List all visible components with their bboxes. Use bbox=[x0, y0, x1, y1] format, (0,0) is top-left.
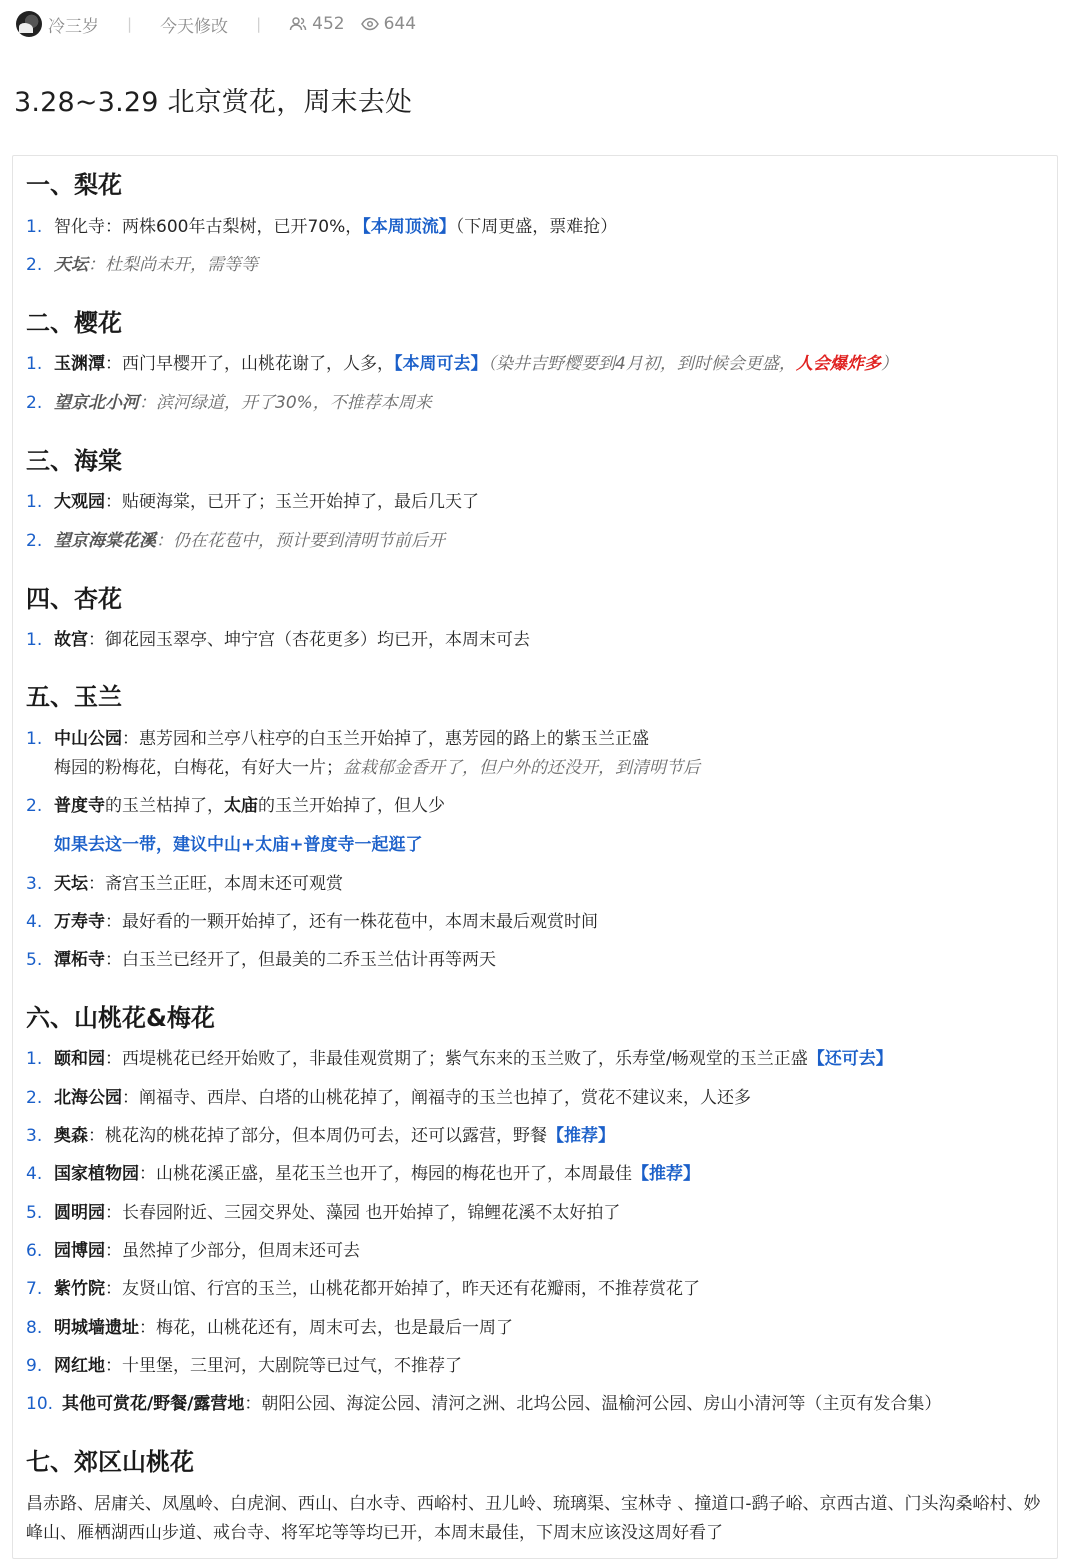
place-name: 万寿寺 bbox=[54, 912, 105, 932]
item-note: ） bbox=[880, 354, 898, 374]
item-number: 1. bbox=[26, 492, 43, 512]
list-item bbox=[26, 1124, 615, 1148]
list-item bbox=[26, 872, 343, 896]
list-item bbox=[26, 215, 617, 239]
item-text: ：阐福寺、西岸、白塔的山桃花掉了，阐福寺的玉兰也掉了，赏花不建议来，人还多 bbox=[122, 1088, 751, 1108]
item-number: 2. bbox=[26, 531, 43, 551]
item-number: 6. bbox=[26, 1241, 43, 1261]
list-item bbox=[26, 1201, 620, 1225]
place-name: 奥森 bbox=[54, 1126, 88, 1146]
list-item bbox=[26, 1354, 462, 1378]
place-name: 望京北小河 bbox=[54, 393, 139, 413]
list-item bbox=[26, 391, 432, 415]
item-number: 1. bbox=[26, 1049, 43, 1069]
item-note: （染井吉野樱要到4月初，到时候会更盛， bbox=[487, 354, 796, 374]
place-name: 望京海棠花溪 bbox=[54, 531, 156, 551]
item-number: 1. bbox=[26, 729, 43, 749]
tag-badge: 【还可去】 bbox=[807, 1049, 893, 1069]
warning-text: 人会爆炸多 bbox=[795, 354, 881, 374]
list-item bbox=[26, 1086, 751, 1110]
place-name: 天坛 bbox=[54, 874, 88, 894]
section-heading bbox=[24, 444, 124, 478]
list-item bbox=[26, 910, 598, 934]
item-text: ：朝阳公园、海淀公园、清河之洲、北坞公园、温榆河公园、房山小清河等（主页有发合集） bbox=[244, 1394, 942, 1414]
list-item bbox=[26, 1047, 893, 1071]
item-text: （下周更盛，票难抢） bbox=[455, 217, 618, 237]
item-text: ：虽然掉了少部分，但周末还可去 bbox=[105, 1241, 360, 1261]
avatar[interactable] bbox=[16, 11, 42, 37]
item-text: ：御花园玉翠亭、坤宁宫（杏花更多）均已开，本周末可去 bbox=[88, 630, 530, 650]
item-note: 盆栽郁金香开了，但户外的还没开，到清明节后 bbox=[343, 758, 700, 778]
list-item bbox=[26, 1316, 513, 1340]
item-number: 8. bbox=[26, 1318, 43, 1338]
item-text: ：两株600年古梨树，已开70%， bbox=[105, 217, 363, 237]
users-icon bbox=[289, 16, 307, 32]
heading-text: 一、梨花 bbox=[26, 171, 122, 199]
section-heading bbox=[24, 680, 124, 714]
item-text: 的玉兰开始掉了，但人少 bbox=[258, 796, 445, 816]
tag-badge: 【推荐】 bbox=[547, 1126, 615, 1146]
item-text: ：白玉兰已经开了，但最美的二乔玉兰估计再等两天 bbox=[105, 950, 496, 970]
section-heading bbox=[24, 306, 124, 340]
item-text: 梅园的粉梅花，白梅花，有好大一片； bbox=[54, 758, 343, 778]
place-name: 明城墙遗址 bbox=[54, 1318, 139, 1338]
heading-text: 七、郊区山桃花 bbox=[26, 1448, 194, 1476]
section-heading bbox=[24, 1001, 217, 1035]
place-name: 园博园 bbox=[54, 1241, 105, 1261]
tag-badge: 【本周可去】 bbox=[394, 354, 488, 374]
list-item bbox=[26, 1239, 360, 1263]
followers-count: 452 bbox=[312, 14, 345, 34]
place-name: 圆明园 bbox=[54, 1203, 105, 1223]
meta-bar bbox=[16, 10, 432, 38]
eye-icon bbox=[361, 17, 379, 31]
item-number: 2. bbox=[26, 796, 43, 816]
item-number: 2. bbox=[26, 393, 43, 413]
item-number: 2. bbox=[26, 255, 43, 275]
item-number: 5. bbox=[26, 950, 43, 970]
list-item bbox=[26, 1162, 700, 1186]
item-text: ：山桃花溪正盛，星花玉兰也开了，梅园的梅花也开了，本周最佳 bbox=[139, 1164, 632, 1184]
place-name: 天坛 bbox=[54, 255, 88, 275]
list-item bbox=[26, 628, 530, 652]
place-name: 故宫 bbox=[54, 630, 88, 650]
heading-text: 二、樱花 bbox=[26, 309, 122, 337]
item-text: ：斋宫玉兰正旺，本周末还可观赏 bbox=[88, 874, 343, 894]
page-title: 3.28~3.29 北京赏花，周末去处 bbox=[14, 87, 413, 118]
item-number: 3. bbox=[26, 1126, 43, 1146]
place-name: 紫竹院 bbox=[54, 1279, 105, 1299]
section-heading bbox=[24, 1445, 196, 1479]
views-stat bbox=[361, 14, 416, 34]
section-heading bbox=[24, 168, 124, 202]
item-number: 9. bbox=[26, 1356, 43, 1376]
item-text: ：仍在花苞中，预计要到清明节前后开 bbox=[156, 531, 445, 551]
place-name: 颐和园 bbox=[54, 1049, 105, 1069]
list-item bbox=[26, 490, 479, 514]
place-name: 太庙 bbox=[224, 796, 258, 816]
place-name: 北海公园 bbox=[54, 1088, 122, 1108]
content-card bbox=[12, 155, 1058, 1559]
item-text: ：惠芳园和兰亭八柱亭的白玉兰开始掉了，惠芳园的路上的紫玉兰正盛 bbox=[122, 729, 649, 749]
tag-badge: 【推荐】 bbox=[632, 1164, 700, 1184]
followers-stat bbox=[289, 14, 344, 34]
item-text: ：最好看的一颗开始掉了，还有一株花苞中，本周末最后观赏时间 bbox=[105, 912, 598, 932]
item-text: ：友贤山馆、行宫的玉兰，山桃花都开始掉了，昨天还有花瓣雨，不推荐赏花了 bbox=[105, 1279, 700, 1299]
place-name: 其他可赏花/野餐/露营地 bbox=[62, 1394, 245, 1414]
item-number: 2. bbox=[26, 1088, 43, 1108]
item-text: ：滨河绿道，开了30%，不推荐本周来 bbox=[139, 393, 432, 413]
modified-label: 今天修改 bbox=[160, 16, 229, 37]
list-item bbox=[26, 727, 649, 751]
item-number: 4. bbox=[26, 1164, 43, 1184]
list-item bbox=[26, 352, 898, 376]
place-name: 网红地 bbox=[54, 1356, 105, 1376]
item-number: 4. bbox=[26, 912, 43, 932]
item-text: ：杜梨尚未开，需等等 bbox=[88, 255, 258, 275]
place-name: 国家植物园 bbox=[54, 1164, 139, 1184]
item-text: ：西门早樱开了，山桃花谢了，人多， bbox=[105, 354, 394, 374]
tag-badge: 【本周顶流】 bbox=[362, 217, 456, 237]
tip-text bbox=[26, 833, 423, 857]
place-name: 潭柘寺 bbox=[54, 950, 105, 970]
section-heading bbox=[24, 582, 124, 616]
list-item bbox=[26, 253, 258, 277]
heading-text: 三、海棠 bbox=[26, 447, 122, 475]
item-text: ：贴硬海棠，已开了；玉兰开始掉了，最后几天了 bbox=[105, 492, 479, 512]
item-text: ：长春园附近、三园交界处、藻园 也开始掉了，锦鲤花溪不太好拍了 bbox=[105, 1203, 621, 1223]
list-item bbox=[26, 948, 496, 972]
place-name: 智化寺 bbox=[54, 217, 105, 237]
item-number: 3. bbox=[26, 874, 43, 894]
heading-text: 六、山桃花&梅花 bbox=[26, 1004, 215, 1032]
paragraph: 昌赤路、居庸关、凤凰岭、白虎涧、西山、白水寺、西峪村、丑儿岭、琉璃渠、宝林寺 、撞道口-鹞子峪、京西古道、门头沟桑峪村、妙峰山、雁栖湖西山步道、戒台寺、将军坨等等均已开，本周末最佳，下周末应该没这周好看了 bbox=[26, 1494, 1041, 1543]
item-text: ：桃花沟的桃花掉了部分，但本周仍可去，还可以露营，野餐 bbox=[88, 1126, 547, 1146]
item-number: 1. bbox=[26, 217, 43, 237]
item-text: ：梅花，山桃花还有，周末可去，也是最后一周了 bbox=[139, 1318, 513, 1338]
item-number: 7. bbox=[26, 1279, 43, 1299]
item-number: 10. bbox=[26, 1394, 54, 1414]
place-name: 普度寺 bbox=[54, 796, 105, 816]
place-name: 大观园 bbox=[54, 492, 105, 512]
list-item bbox=[26, 794, 445, 818]
item-text: ：西堤桃花已经开始败了，非最佳观赏期了；紫气东来的玉兰败了，乐寿堂/畅观堂的玉兰正盛 bbox=[105, 1049, 808, 1069]
list-item bbox=[26, 1277, 700, 1301]
item-number: 1. bbox=[26, 630, 43, 650]
views-count: 644 bbox=[383, 14, 417, 34]
item-number: 5. bbox=[26, 1203, 43, 1223]
tip-highlight: 如果去这一带，建议中山+太庙+普度寺一起逛了 bbox=[54, 835, 423, 855]
author-name[interactable]: 冷三岁 bbox=[48, 16, 99, 37]
list-item bbox=[26, 1392, 941, 1416]
place-name: 玉渊潭 bbox=[54, 354, 105, 374]
item-text: 的玉兰枯掉了， bbox=[105, 796, 224, 816]
heading-text: 五、玉兰 bbox=[26, 683, 122, 711]
item-number: 1. bbox=[26, 354, 43, 374]
divider: | bbox=[127, 15, 133, 33]
divider: | bbox=[256, 15, 262, 33]
place-name: 中山公园 bbox=[54, 729, 122, 749]
list-item-continuation bbox=[26, 756, 700, 780]
heading-text: 四、杏花 bbox=[26, 585, 122, 613]
item-text: ：十里堡，三里河，大剧院等已过气，不推荐了 bbox=[105, 1356, 462, 1376]
list-item bbox=[26, 529, 445, 553]
